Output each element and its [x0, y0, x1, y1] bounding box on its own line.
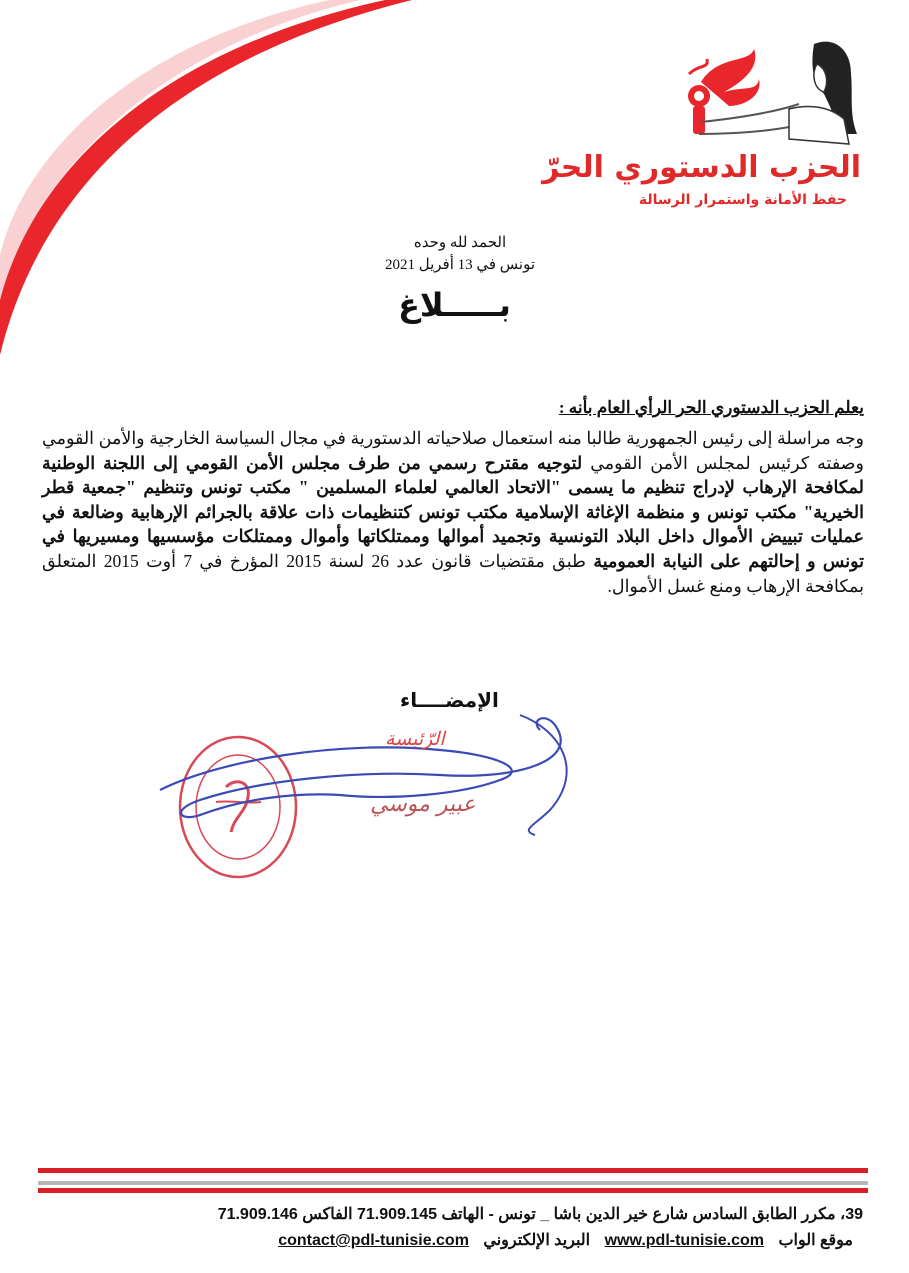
- email-link[interactable]: contact@pdl-tunisie.com: [278, 1232, 469, 1249]
- document-header: [360, 232, 560, 276]
- footer-contacts: [278, 1230, 863, 1250]
- place-date: تونس في 13 أفريل 2021: [384, 257, 536, 273]
- document-body: [42, 398, 864, 598]
- signature-scribble-icon: [140, 700, 600, 840]
- praise-line: الحمد لله وحده: [413, 235, 507, 251]
- paragraph-segment-bold: لتوجيه مقترح رسمي من طرف مجلس الأمن القومي إلى اللجنة الوطنية لمكافحة الإرهاب لإدراج تنظيم ما يسمى "الاتحاد العالمي لعلماء المسلمين " مكتب تونس وتنظيم "جمعية قطر الخيرية" مكتب تونس و منظمة الإغاثة الإسلامية مكتب تونس كتنظيمات ذات علاقة بالجرائم الإرهابية وضالعة في عمليات تبييض الأموال داخل البلاد التونسية وتجميد أموالها وممتلكاتها وأموال وممتلكات مؤسسيها ومسيريها في تونس و إحالتهم على النيابة العمومية: [42, 452, 864, 571]
- website-label: موقع الواب: [778, 1232, 853, 1249]
- paragraph-segment: وجه مراسلة إلى رئيس الجمهورية طالبا منه استعمال صلاحياته الدستورية في مجال السياسة الخارجية والأمن القومي وصفته كرئيس لمجلس الأمن القومي: [42, 428, 864, 473]
- party-logo-icon: [629, 34, 869, 214]
- party-slogan: حفظ الأمانة واستمرار الرسالة: [638, 192, 847, 208]
- intro-line: يعلم الحزب الدستوري الحر الرأي العام بأنه :: [558, 398, 864, 417]
- footer-divider: [38, 1168, 868, 1193]
- body-paragraph: [42, 426, 864, 598]
- paragraph-segment: طبق مقتضيات قانون عدد 26 لسنة 2015 المؤرخ في 7 أوت 2015 المتعلق بمكافحة الإرهاب ومنع غسل الأموال.: [42, 550, 864, 596]
- document-title: بـــــلاغ: [398, 286, 511, 324]
- party-name: الحزب الدستوري الحرّ: [542, 150, 861, 185]
- signature-title: الرّئيسة: [385, 728, 445, 750]
- signature-label: الإمضــــاء: [400, 688, 499, 712]
- email-label: البريد الإلكتروني: [483, 1232, 591, 1249]
- signature-name: عبير موسي: [370, 792, 476, 817]
- footer-address: 39، مكرر الطابق السادس شارع خير الدين باشا _ تونس - الهاتف 71.909.145 الفاكس 71.909.146: [217, 1206, 863, 1223]
- website-link[interactable]: www.pdl-tunisie.com: [604, 1232, 764, 1249]
